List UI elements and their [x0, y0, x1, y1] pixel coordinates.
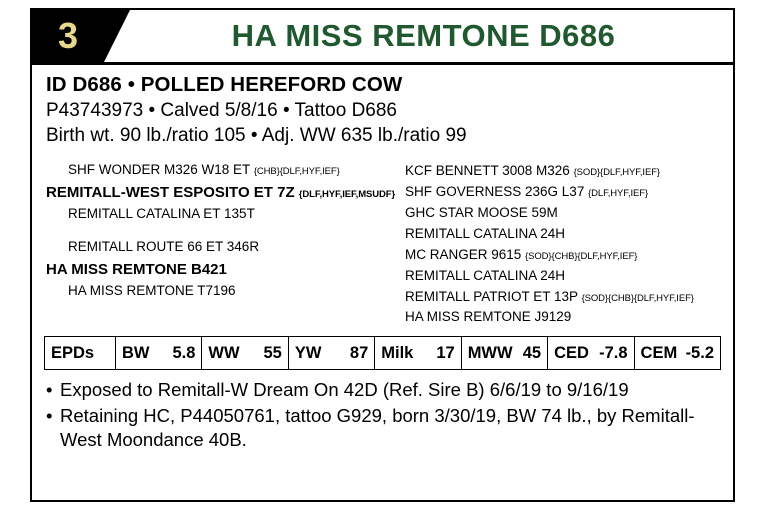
- pedigree-name: SHF GOVERNESS 236G L37: [405, 183, 585, 199]
- pedigree-column-grandparents: [405, 160, 723, 328]
- pedigree-name: MC RANGER 9615: [405, 246, 522, 262]
- id-registration-line: ID D686 • POLLED HEREFORD COW: [46, 73, 403, 96]
- pedigree-name: GHC STAR MOOSE 59M: [405, 204, 558, 220]
- pedigree-traits: {SOD}{CHB}{DLF,HYF,IEF}: [525, 250, 638, 262]
- list-item: [46, 404, 719, 451]
- epd-key: MWW: [467, 343, 513, 362]
- epd-key: WW: [208, 343, 240, 362]
- pedigree-traits: {DLF,HYF,IEF}: [588, 187, 649, 199]
- epd-value: 45: [522, 343, 542, 362]
- identification-block: [32, 65, 733, 152]
- pedigree-entry: [405, 245, 723, 266]
- epd-key: CEM: [640, 343, 678, 362]
- pedigree-name: SHF WONDER M326 W18 ET: [68, 162, 251, 177]
- pedigree-entry: [405, 266, 723, 287]
- pedigree-entry: [405, 182, 723, 203]
- pedigree-traits: {CHB}{DLF,HYF,IEF}: [253, 166, 340, 177]
- animal-title: HA MISS REMTONE D686: [231, 18, 616, 53]
- bullet-icon: •: [46, 379, 53, 401]
- epd-value: 87: [349, 343, 369, 362]
- pedigree-traits: {SOD}{DLF,HYF,IEF}: [573, 167, 660, 178]
- pedigree-name: REMITALL CATALINA 24H: [405, 225, 566, 241]
- table-row: [45, 337, 721, 370]
- note-text: Retaining HC, P44050761, tattoo G929, born 3/30/19, BW 74 lb., by Remitall-West Moondance 40B.: [60, 405, 695, 450]
- epd-cell-cem: [634, 337, 720, 370]
- epd-cell-milk: [375, 337, 461, 370]
- pedigree-entry: [46, 181, 397, 204]
- pedigree-name: REMITALL CATALINA 24H: [405, 267, 566, 283]
- header-wedge-divider: [104, 10, 130, 62]
- pedigree-entry: [405, 307, 723, 328]
- pedigree-traits: {SOD}{CHB}{DLF,HYF,IEF}: [581, 292, 694, 304]
- epd-table-wrapper: [44, 336, 721, 370]
- epd-value: -7.8: [599, 343, 628, 362]
- pedigree-name: HA MISS REMTONE B421: [46, 261, 227, 279]
- epd-key: CED: [554, 343, 589, 362]
- pedigree-column-sire-dam: [46, 160, 397, 328]
- pedigree-entry: [46, 204, 397, 225]
- notes-section: [32, 370, 733, 451]
- epd-cell-bw: [116, 337, 202, 370]
- epd-cell-ww: [202, 337, 288, 370]
- pedigree-name: HA MISS REMTONE T7196: [68, 283, 236, 299]
- pedigree-section: [32, 152, 733, 332]
- lot-card: [30, 8, 735, 502]
- lot-number-badge: [32, 10, 104, 62]
- pedigree-entry: [405, 224, 723, 245]
- pedigree-entry: [405, 203, 723, 224]
- pedigree-traits: {DLF,HYF,IEF,MSUDF}: [298, 188, 396, 200]
- pedigree-name: REMITALL-WEST ESPOSITO ET 7Z: [46, 183, 295, 201]
- pedigree-name: HA MISS REMTONE J9129: [405, 309, 572, 325]
- pedigree-entry: [46, 237, 397, 258]
- epd-value: 55: [263, 343, 282, 362]
- note-text: Exposed to Remitall-W Dream On 42D (Ref. Sire B) 6/6/19 to 9/16/19: [60, 379, 629, 401]
- lot-number: 3: [57, 15, 79, 56]
- epd-key: Milk: [381, 343, 414, 362]
- epd-key: BW: [122, 343, 150, 362]
- pedigree-name: REMITALL CATALINA ET 135T: [68, 206, 255, 222]
- pedigree-name: KCF BENNETT 3008 M326: [405, 163, 570, 178]
- pedigree-name: REMITALL ROUTE 66 ET 346R: [68, 239, 260, 255]
- epd-value: 5.8: [172, 343, 196, 362]
- bullet-icon: •: [46, 405, 53, 427]
- id-weights-line: Birth wt. 90 lb./ratio 105 • Adj. WW 635 lb./ratio 99: [46, 125, 467, 146]
- pedigree-entry: [46, 281, 397, 302]
- id-calving-line: P43743973 • Calved 5/8/16 • Tattoo D686: [46, 100, 397, 121]
- epd-key: YW: [294, 343, 322, 362]
- epd-table: [44, 336, 721, 370]
- epd-value: 17: [436, 343, 455, 362]
- pedigree-entry: [46, 160, 397, 181]
- list-item: [46, 378, 719, 402]
- pedigree-entry: [405, 161, 723, 182]
- epd-cell-ced: [548, 337, 634, 370]
- epd-row-label: EPDs: [45, 337, 116, 370]
- epd-cell-mww: [461, 337, 547, 370]
- epd-cell-yw: [288, 337, 374, 370]
- pedigree-entry: [405, 287, 723, 308]
- pedigree-name: REMITALL PATRIOT ET 13P: [405, 288, 578, 304]
- epd-value: -5.2: [685, 343, 714, 362]
- lot-header: [32, 10, 733, 65]
- pedigree-entry: [46, 258, 397, 281]
